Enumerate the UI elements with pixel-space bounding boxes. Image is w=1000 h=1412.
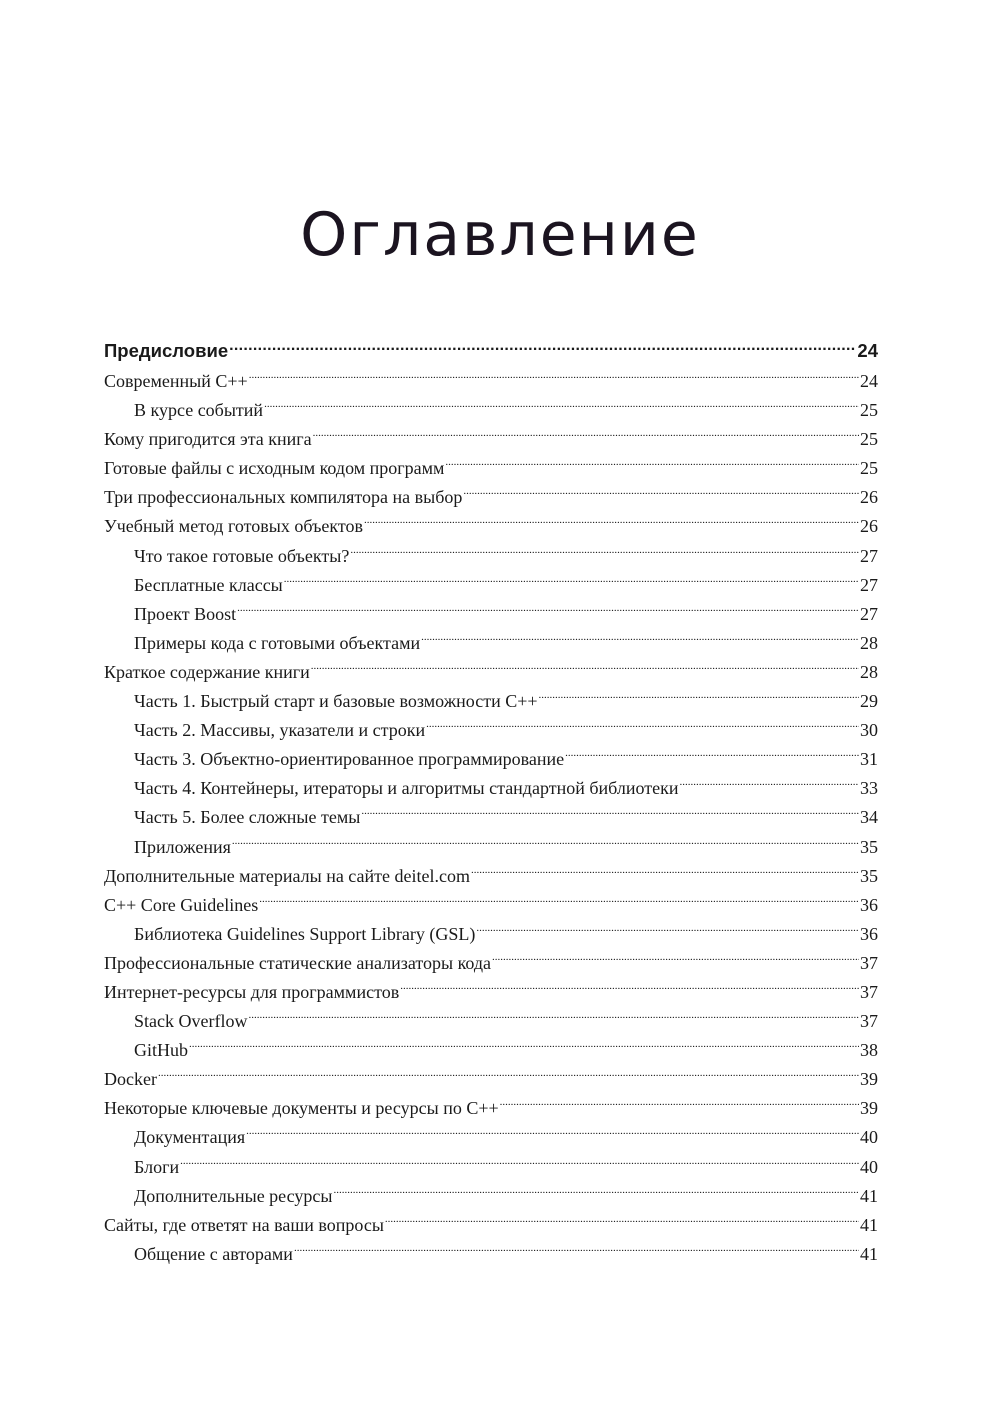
- toc-entry-page: 37: [860, 1011, 878, 1032]
- toc-entry-page: 37: [860, 952, 878, 973]
- toc-entry[interactable]: [104, 367, 878, 396]
- toc-entry-label: Сайты, где ответят на ваши вопросы: [104, 1214, 384, 1235]
- toc-entry[interactable]: [104, 1182, 878, 1211]
- toc-entry-page: 34: [860, 807, 878, 828]
- toc-entry-label: Часть 1. Быстрый старт и базовые возможности C++: [134, 691, 538, 712]
- toc-entry-page: 25: [860, 400, 878, 421]
- dot-leader: [565, 747, 859, 765]
- toc-entry-label: Документация: [134, 1127, 246, 1148]
- toc-entry-page: 39: [860, 1098, 878, 1119]
- toc-entry-label: Современный C++: [104, 371, 248, 391]
- dot-leader: [232, 835, 859, 853]
- toc-entry-label: Интернет-ресурсы для программистов: [104, 981, 400, 1002]
- toc-entry[interactable]: [104, 949, 878, 978]
- dot-leader: [333, 1184, 859, 1202]
- dot-leader: [313, 427, 859, 445]
- dot-leader: [246, 1125, 859, 1143]
- toc-entry[interactable]: [104, 716, 878, 745]
- toc-entry-page: 28: [860, 661, 878, 682]
- toc-entry[interactable]: [104, 629, 878, 658]
- toc-entry-page: 36: [860, 923, 878, 944]
- toc-entry-page: 41: [860, 1243, 878, 1264]
- toc-entry[interactable]: [104, 483, 878, 512]
- toc-entry-label: GitHub: [134, 1040, 188, 1061]
- dot-leader: [350, 544, 859, 562]
- toc-entry[interactable]: [104, 891, 878, 920]
- dot-leader: [500, 1096, 859, 1114]
- toc-entry-page: 38: [860, 1040, 878, 1061]
- dot-leader: [294, 1242, 859, 1260]
- toc-entry-page: 40: [860, 1127, 878, 1148]
- toc-entry[interactable]: [104, 600, 878, 629]
- toc-entry-page: 24: [857, 340, 878, 361]
- toc-entry[interactable]: [104, 571, 878, 600]
- toc-entry-page: 25: [860, 429, 878, 450]
- toc-entry-label: Общение с авторами: [134, 1243, 293, 1264]
- dot-leader: [249, 369, 859, 387]
- toc-entry[interactable]: [104, 396, 878, 425]
- toc-entry[interactable]: [104, 745, 878, 774]
- toc-entry-page: 27: [860, 545, 878, 566]
- toc-entry-label: Краткое содержание книги: [104, 661, 310, 682]
- toc-entry[interactable]: [104, 542, 878, 571]
- toc-entry-page: 33: [860, 778, 878, 799]
- toc-entry-page: 27: [860, 574, 878, 595]
- toc-entry[interactable]: [104, 1036, 878, 1065]
- toc-entry-label: Кому пригодится эта книга: [104, 429, 312, 450]
- toc-entry[interactable]: [104, 1211, 878, 1240]
- toc-entry-label: Предисловие: [104, 340, 229, 361]
- dot-leader: [385, 1213, 859, 1231]
- toc-entry-label: Docker: [104, 1069, 157, 1090]
- toc-entry[interactable]: [104, 774, 878, 803]
- toc-entry[interactable]: [104, 1065, 878, 1094]
- dot-leader: [311, 660, 859, 678]
- toc-entry[interactable]: [104, 1007, 878, 1036]
- dot-leader: [237, 602, 859, 620]
- dot-leader: [189, 1038, 859, 1056]
- toc-entry-page: 41: [860, 1214, 878, 1235]
- toc-entry-page: 25: [860, 458, 878, 479]
- dot-leader: [264, 398, 859, 416]
- toc-entry[interactable]: [104, 1094, 878, 1123]
- toc-entry[interactable]: [104, 978, 878, 1007]
- toc-entry-page: 35: [860, 836, 878, 857]
- toc-entry-label: Часть 4. Контейнеры, итераторы и алгоритмы стандартной библиотеки: [134, 778, 679, 799]
- toc-entry-label: Дополнительные материалы на сайте deitel.com: [104, 865, 470, 886]
- dot-leader: [426, 718, 859, 736]
- toc-entry[interactable]: [104, 803, 878, 832]
- toc-entry-label: Дополнительные ресурсы: [134, 1185, 333, 1206]
- toc-entry-page: 41: [860, 1185, 878, 1206]
- toc-entry-label: Часть 5. Более сложные темы: [134, 807, 361, 828]
- toc-entry-page: 39: [860, 1069, 878, 1090]
- dot-leader: [158, 1067, 859, 1085]
- toc-entry[interactable]: [104, 658, 878, 687]
- toc-entry[interactable]: [104, 1123, 878, 1152]
- toc-entry-page: 30: [860, 720, 878, 741]
- dot-leader: [463, 485, 859, 503]
- dot-leader: [229, 339, 856, 358]
- toc-entry-label: Библиотека Guidelines Support Library (GSL): [134, 923, 476, 944]
- toc-entry-label: Готовые файлы с исходным кодом программ: [104, 458, 445, 479]
- dot-leader: [364, 514, 859, 532]
- toc-entry[interactable]: [104, 334, 878, 367]
- dot-leader: [421, 631, 859, 649]
- toc-entry-label: Три профессиональных компилятора на выбор: [104, 487, 463, 508]
- toc-entry[interactable]: [104, 1153, 878, 1182]
- toc-entry-label: Бесплатные классы: [134, 574, 283, 595]
- toc-entry-page: 28: [860, 632, 878, 653]
- dot-leader: [679, 776, 859, 794]
- toc-entry-page: 31: [860, 749, 878, 770]
- table-of-contents: [104, 334, 878, 1269]
- page-title: Оглавление: [300, 200, 700, 271]
- toc-entry[interactable]: [104, 1240, 878, 1269]
- toc-entry-page: 36: [860, 894, 878, 915]
- toc-entry-page: 40: [860, 1156, 878, 1177]
- toc-entry-label: Часть 2. Массивы, указатели и строки: [134, 720, 426, 741]
- toc-entry-page: 26: [860, 516, 878, 537]
- dot-leader: [361, 805, 859, 823]
- toc-entry-page: 29: [860, 691, 878, 712]
- toc-entry[interactable]: [104, 512, 878, 541]
- toc-entry-label: Приложения: [134, 836, 231, 857]
- toc-entry[interactable]: [104, 920, 878, 949]
- toc-entry-page: 27: [860, 603, 878, 624]
- dot-leader: [259, 893, 859, 911]
- toc-entry-page: 26: [860, 487, 878, 508]
- toc-entry[interactable]: [104, 425, 878, 454]
- toc-entry-label: Stack Overflow: [134, 1011, 248, 1032]
- toc-entry-label: Некоторые ключевые документы и ресурсы по C++: [104, 1098, 499, 1119]
- dot-leader: [180, 1155, 859, 1173]
- toc-entry-label: Блоги: [134, 1156, 180, 1177]
- toc-entry[interactable]: [104, 833, 878, 862]
- toc-entry[interactable]: [104, 687, 878, 716]
- toc-entry[interactable]: [104, 862, 878, 891]
- toc-entry-label: Учебный метод готовых объектов: [104, 516, 364, 537]
- dot-leader: [476, 922, 859, 940]
- toc-entry[interactable]: [104, 454, 878, 483]
- dot-leader: [400, 980, 859, 998]
- dot-leader: [471, 864, 859, 882]
- dot-leader: [492, 951, 859, 969]
- dot-leader: [284, 573, 859, 591]
- dot-leader: [445, 456, 859, 474]
- toc-entry-label: В курсе событий: [134, 400, 264, 421]
- toc-entry-label: Примеры кода с готовыми объектами: [134, 632, 421, 653]
- toc-entry-label: Профессиональные статические анализаторы кода: [104, 952, 492, 973]
- toc-entry-label: C++ Core Guidelines: [104, 894, 259, 915]
- toc-entry-page: 24: [860, 371, 878, 391]
- toc-entry-page: 37: [860, 981, 878, 1002]
- toc-entry-label: Проект Boost: [134, 603, 237, 624]
- dot-leader: [248, 1009, 859, 1027]
- toc-entry-label: Что такое готовые объекты?: [134, 545, 350, 566]
- dot-leader: [539, 689, 859, 707]
- toc-entry-label: Часть 3. Объектно-ориентированное программирование: [134, 749, 565, 770]
- toc-entry-page: 35: [860, 865, 878, 886]
